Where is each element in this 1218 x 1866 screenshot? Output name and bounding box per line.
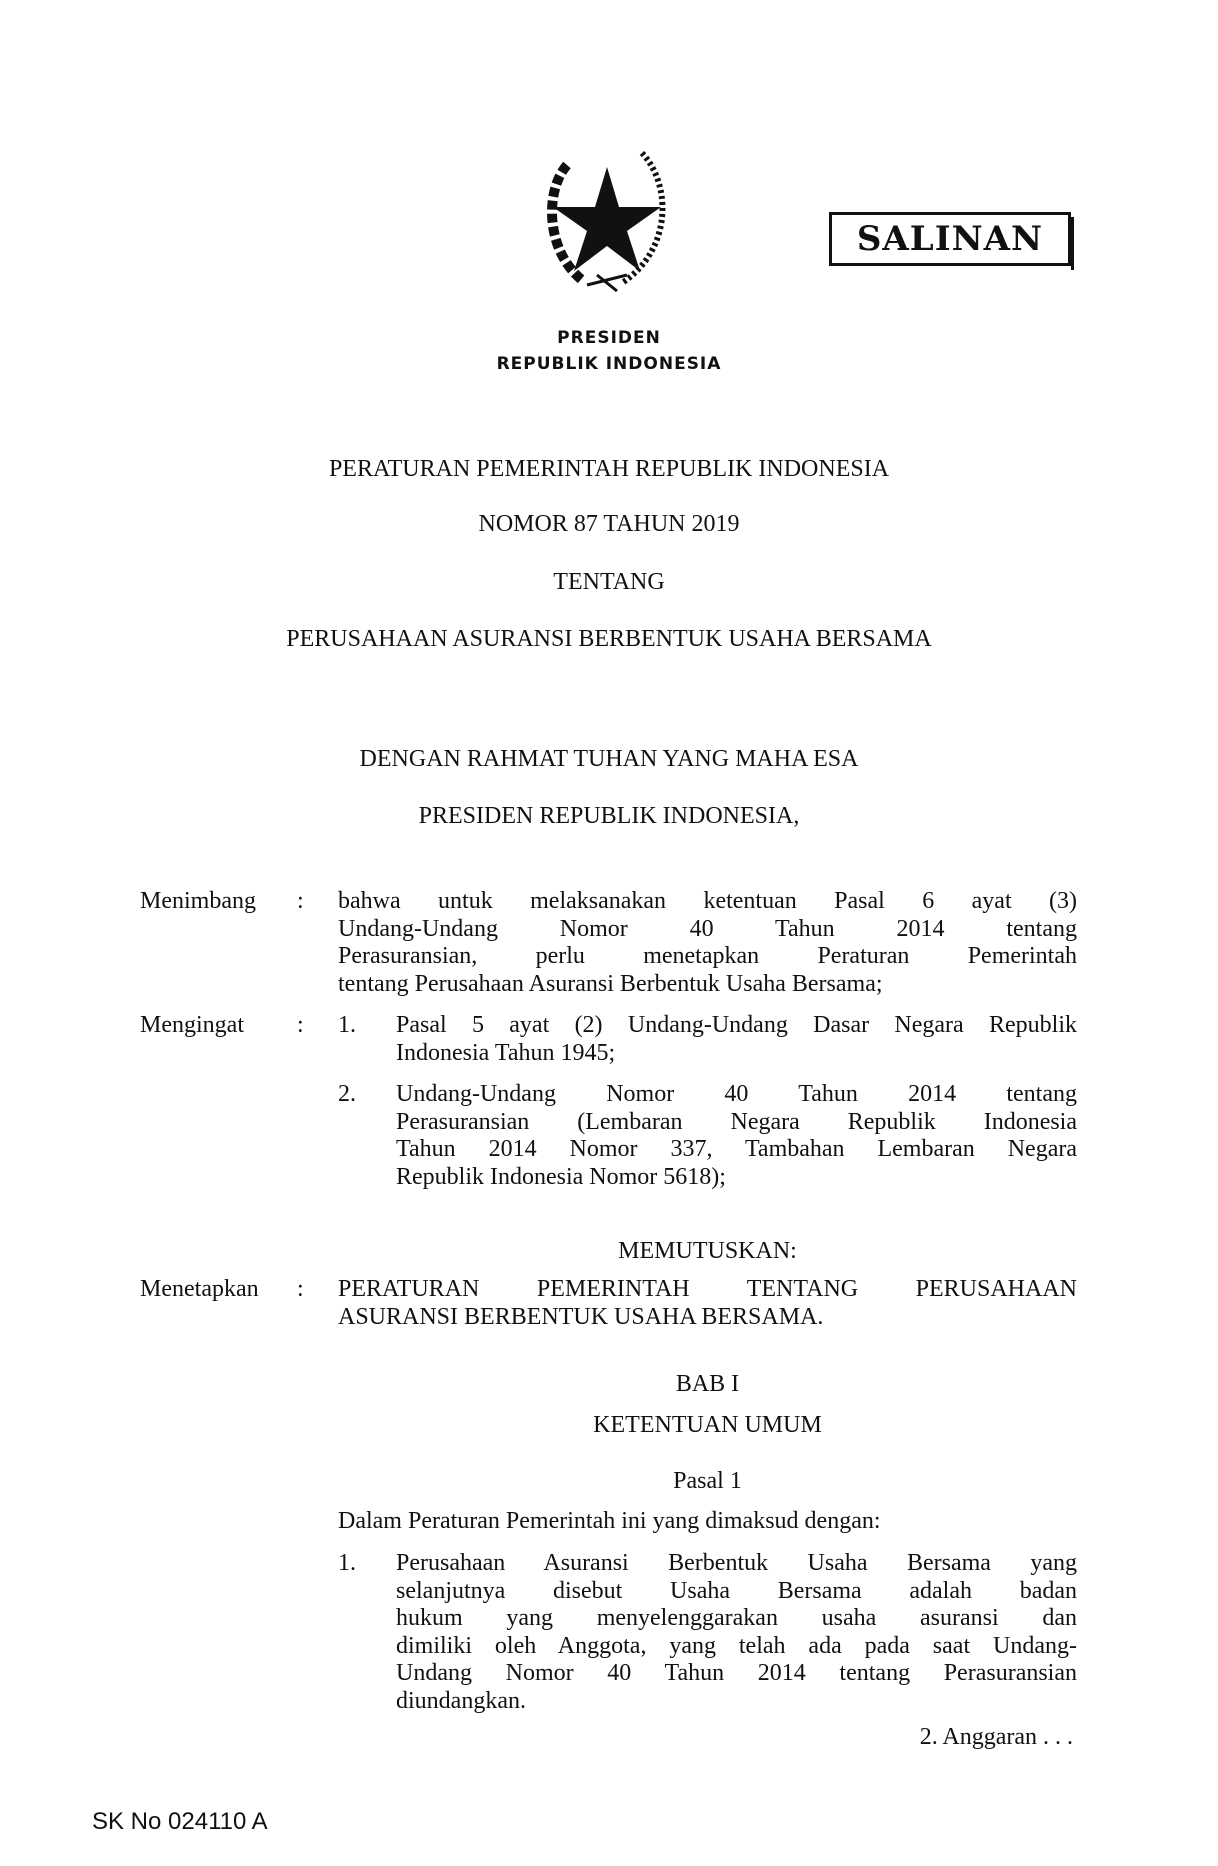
text-line: Perusahaan Asuransi Berbentuk Usaha Bersama yang: [396, 1550, 1077, 1576]
text-line: Tahun 2014 Nomor 337, Tambahan Lembaran Negara: [396, 1136, 1077, 1162]
menimbang-text: [338, 888, 1077, 998]
mengingat-item-2: [396, 1081, 1077, 1191]
text-line: selanjutnya disebut Usaha Bersama adalah badan: [396, 1577, 1077, 1604]
text-line: Republik Indonesia Nomor 5618);: [396, 1163, 726, 1190]
preamble-line2: PRESIDEN REPUBLIK INDONESIA,: [418, 803, 800, 829]
document-code: SK No 024110 A: [92, 1808, 268, 1835]
text-line: Indonesia Tahun 1945;: [396, 1039, 616, 1066]
item-number: 1.: [338, 1012, 356, 1038]
mengingat-label: Mengingat: [140, 1012, 244, 1038]
issuer-line1: PRESIDEN: [557, 328, 661, 348]
text-line: PERATURAN PEMERINTAH TENTANG PERUSAHAAN: [338, 1276, 1077, 1302]
colon: :: [297, 1276, 304, 1302]
regulation-title: PERATURAN PEMERINTAH REPUBLIK INDONESIA: [328, 456, 890, 482]
continuation-marker: 2. Anggaran . . .: [919, 1724, 1073, 1750]
colon: :: [297, 888, 304, 914]
text-line: hukum yang menyelenggarakan usaha asuransi dan: [396, 1605, 1077, 1631]
salinan-stamp: SALINAN: [829, 212, 1071, 266]
item-number: 1.: [338, 1550, 356, 1576]
menetapkan-label: Menetapkan: [140, 1276, 259, 1302]
regulation-subject: PERUSAHAAN ASURANSI BERBENTUK USAHA BERSAMA: [286, 626, 932, 652]
mengingat-item-1: [396, 1012, 1077, 1067]
text-line: Perasuransian, perlu menetapkan Peraturan Pemerintah: [338, 943, 1077, 969]
bab-number: BAB I: [675, 1371, 740, 1397]
text-line: Undang-Undang Nomor 40 Tahun 2014 tentang: [338, 915, 1077, 942]
menimbang-label: Menimbang: [140, 888, 256, 914]
text-line: Undang-Undang Nomor 40 Tahun 2014 tentang: [396, 1081, 1077, 1107]
menetapkan-text: [338, 1276, 1077, 1331]
issuer-line2: REPUBLIK INDONESIA: [496, 354, 722, 374]
regulation-number: NOMOR 87 TAHUN 2019: [478, 511, 740, 537]
text-line: ASURANSI BERBENTUK USAHA BERSAMA.: [338, 1303, 824, 1330]
text-line: dimiliki oleh Anggota, yang telah ada pada saat Undang-: [396, 1632, 1077, 1659]
memutuskan-heading: MEMUTUSKAN:: [618, 1238, 797, 1264]
presidential-emblem-icon: [537, 145, 677, 295]
item-number: 2.: [338, 1081, 356, 1107]
regulation-about: TENTANG: [553, 569, 665, 595]
text-line: diundangkan.: [396, 1687, 526, 1714]
text-line: bahwa untuk melaksanakan ketentuan Pasal 6 ayat (3): [338, 888, 1077, 914]
definition-item-1: [396, 1550, 1077, 1715]
colon: :: [297, 1012, 304, 1038]
bab-title: KETENTUAN UMUM: [593, 1412, 822, 1438]
text-line: Undang Nomor 40 Tahun 2014 tentang Perasuransian: [396, 1660, 1077, 1686]
pasal-title: Pasal 1: [673, 1468, 742, 1494]
pasal-intro: Dalam Peraturan Pemerintah ini yang dimaksud dengan:: [338, 1508, 881, 1534]
text-line: Pasal 5 ayat (2) Undang-Undang Dasar Negara Republik: [396, 1012, 1077, 1038]
text-line: Perasuransian (Lembaran Negara Republik Indonesia: [396, 1108, 1077, 1135]
preamble-line1: DENGAN RAHMAT TUHAN YANG MAHA ESA: [359, 746, 859, 772]
text-line: tentang Perusahaan Asuransi Berbentuk Usaha Bersama;: [338, 970, 883, 997]
